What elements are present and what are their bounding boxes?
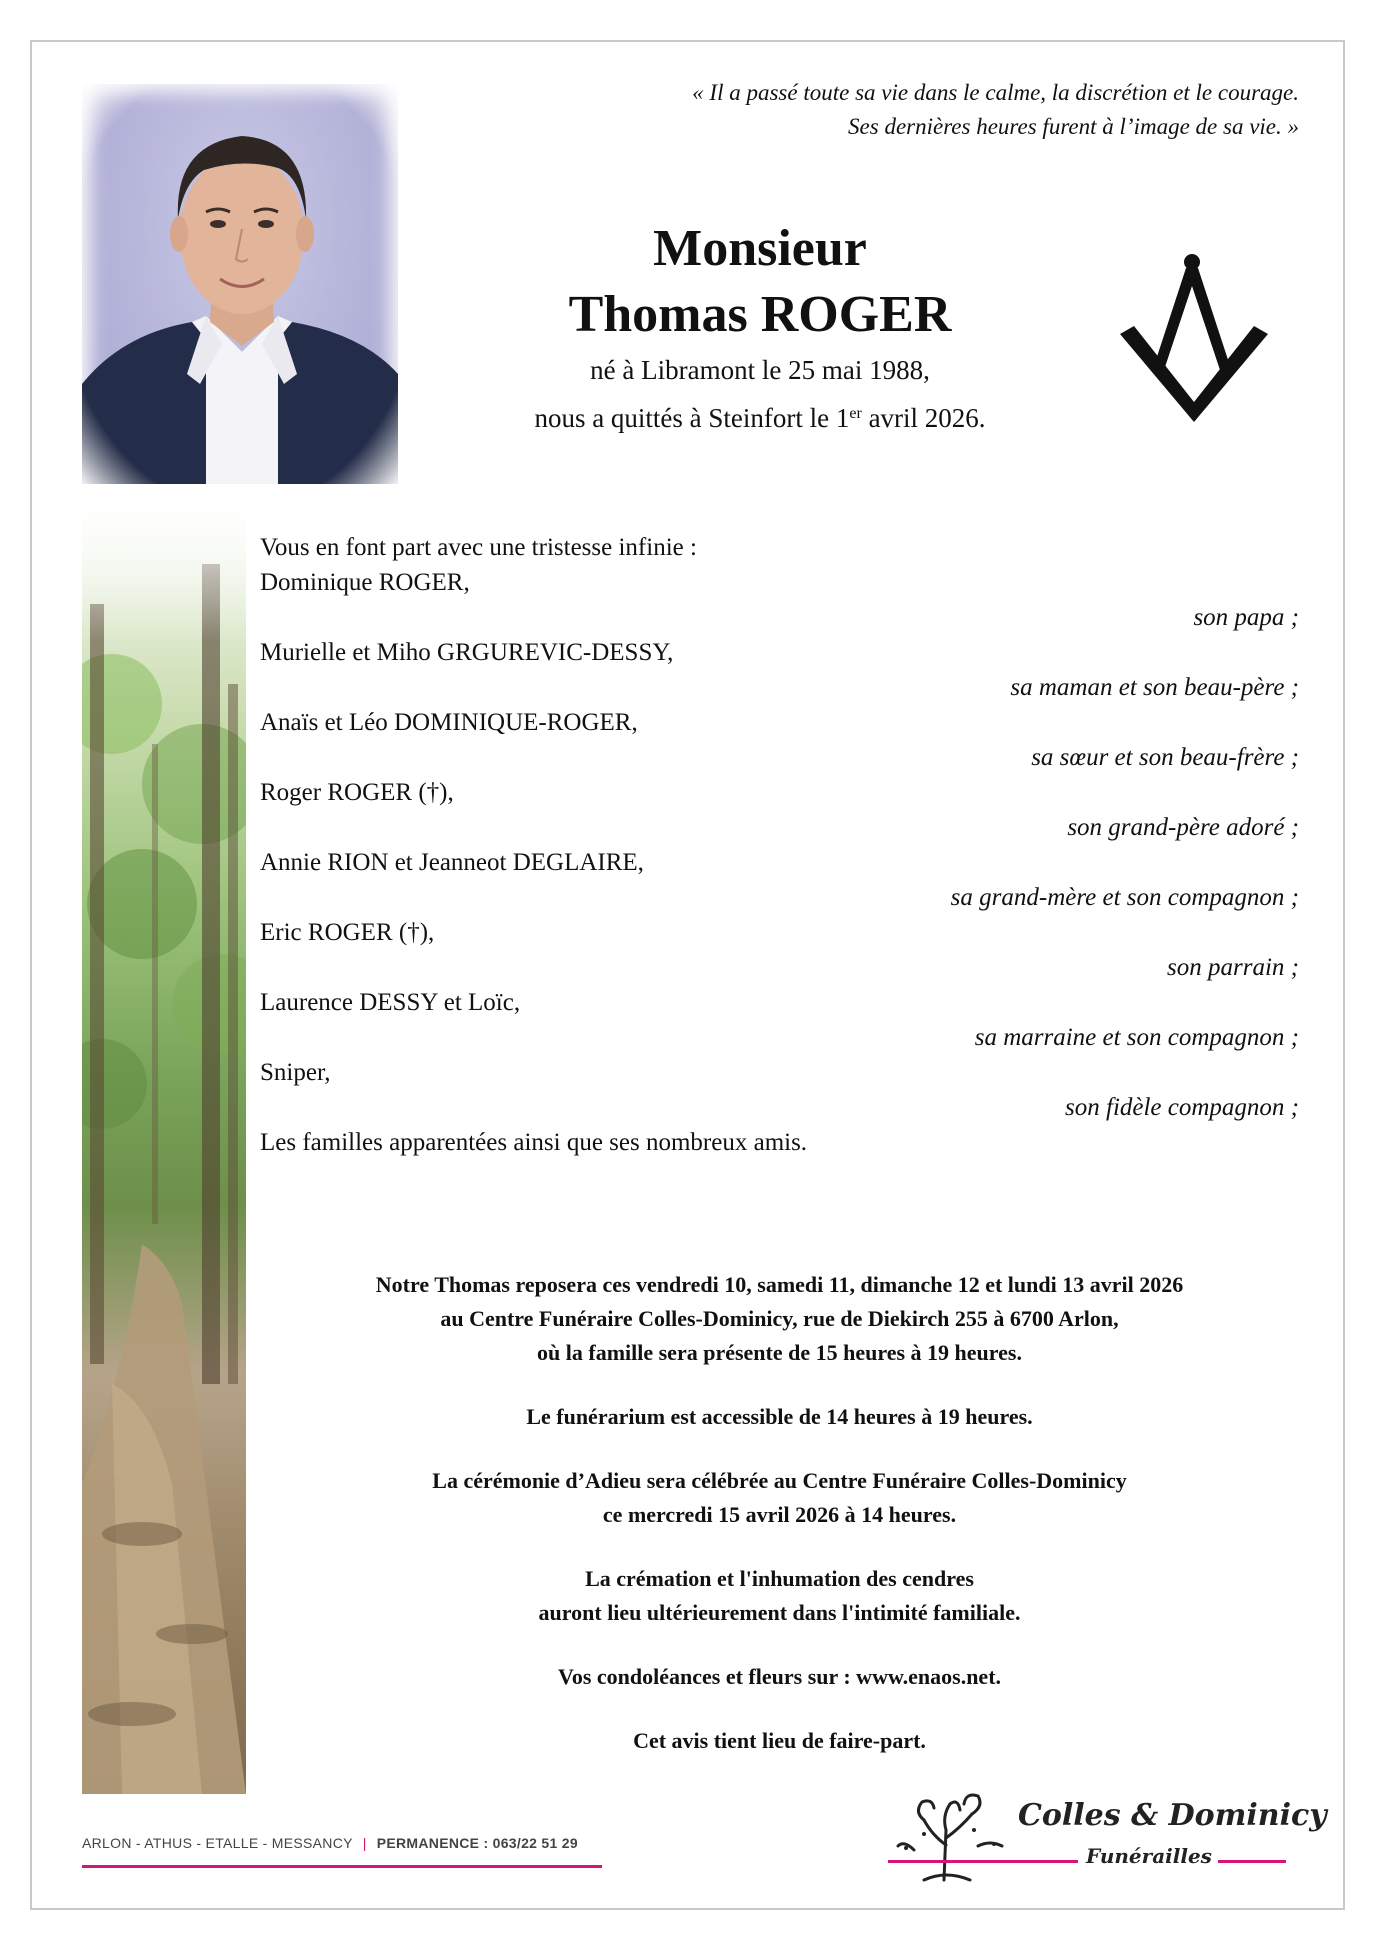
quote-line-1: « Il a passé toute sa vie dans le calme, la discrétion et le courage. [692,80,1299,105]
condolences-line: Vos condoléances et fleurs sur : www.enaos.net. [557,1664,1002,1689]
logo-rule-right [1218,1860,1286,1863]
family-announcement [260,530,1299,1160]
salutation: Monsieur [653,220,867,277]
notice-paragraph [260,1724,1299,1758]
ceremony-line: ce mercredi 15 avril 2026 à 14 heures. [602,1502,957,1527]
birth-line: né à Libramont le 25 mai 1988, [590,355,930,385]
death-ordinal: er [849,405,862,422]
footer-rule [82,1865,602,1868]
notice-line: Cet avis tient lieu de faire-part. [633,1728,926,1753]
family-member-name: Dominique ROGER, [260,569,470,596]
epitaph-quote [479,76,1299,144]
logo-subtitle: Funérailles [1086,1844,1212,1868]
death-line [440,398,1080,438]
funerarium-hours-line: Le funérarium est accessible de 14 heures à 19 heures. [526,1404,1033,1429]
death-suffix: avril 2026. [861,403,986,433]
condolences-paragraph [260,1660,1299,1694]
funeral-home-logo [888,1790,1327,1890]
family-member-name: Laurence DESSY et Loïc, [260,989,521,1016]
funeral-information [260,1268,1299,1758]
forest-path-image [82,484,246,1794]
footer-locations: ARLON - ATHUS - ETALLE - MESSANCY [82,1835,353,1851]
family-member-name: Murielle et Miho GRGUREVIC-DESSY, [260,639,674,666]
family-member-relation: son grand-père adoré ; [1067,814,1299,841]
family-member-name: Eric ROGER (†), [260,919,435,946]
family-member-name: Anaïs et Léo DOMINIQUE-ROGER, [260,709,638,736]
visitation-paragraph [260,1268,1299,1370]
family-member-relation: sa marraine et son compagnon ; [974,1024,1299,1051]
cremation-line: auront lieu ultérieurement dans l'intimité familiale. [538,1600,1021,1625]
footer-separator: | [362,1835,367,1851]
family-member-relation: son fidèle compagnon ; [1065,1094,1299,1121]
logo-name: Colles & Dominicy [1018,1798,1327,1833]
family-member-name: Sniper, [260,1059,331,1086]
footer-contact [82,1835,578,1851]
cremation-line: La crémation et l'inhumation des cendres [585,1566,974,1591]
tree-icon [894,1790,1014,1885]
quote-line-2: Ses dernières heures furent à l’image de sa vie. » [848,114,1299,139]
family-member-relation: sa sœur et son beau-frère ; [1031,744,1299,771]
family-member-relation: sa maman et son beau-père ; [1010,674,1299,701]
portrait-illustration [82,84,398,484]
family-closing: Les familles apparentées ainsi que ses nombreux amis. [260,1129,808,1156]
death-prefix: nous a quittés à Steinfort le 1 [534,403,850,433]
cremation-paragraph [260,1562,1299,1630]
forest-illustration [82,484,246,1794]
funerarium-hours [260,1400,1299,1434]
family-member-name: Roger ROGER (†), [260,779,454,806]
visitation-line: Notre Thomas reposera ces vendredi 10, samedi 11, dimanche 12 et lundi 13 avril 2026 [375,1272,1184,1297]
footer-permanence: PERMANENCE : 063/22 51 29 [376,1835,578,1851]
family-member-relation: son parrain ; [1167,954,1299,981]
family-intro: Vous en font part avec une tristesse infinie : [260,534,697,561]
family-member-relation: son papa ; [1193,604,1299,631]
logo-rule-left [888,1860,1078,1863]
deceased-name: Thomas ROGER [568,286,952,343]
ceremony-line: La cérémonie d’Adieu sera célébrée au Centre Funéraire Colles-Dominicy [432,1468,1127,1493]
family-member-name: Annie RION et Jeanneot DEGLAIRE, [260,849,644,876]
visitation-line: où la famille sera présente de 15 heures à 19 heures. [537,1340,1022,1365]
square-and-compass-icon [1120,252,1270,422]
family-member-relation: sa grand-mère et son compagnon ; [950,884,1299,911]
ceremony-paragraph [260,1464,1299,1532]
portrait-photo [82,84,398,484]
visitation-line: au Centre Funéraire Colles-Dominicy, rue de Diekirch 255 à 6700 Arlon, [440,1306,1119,1331]
